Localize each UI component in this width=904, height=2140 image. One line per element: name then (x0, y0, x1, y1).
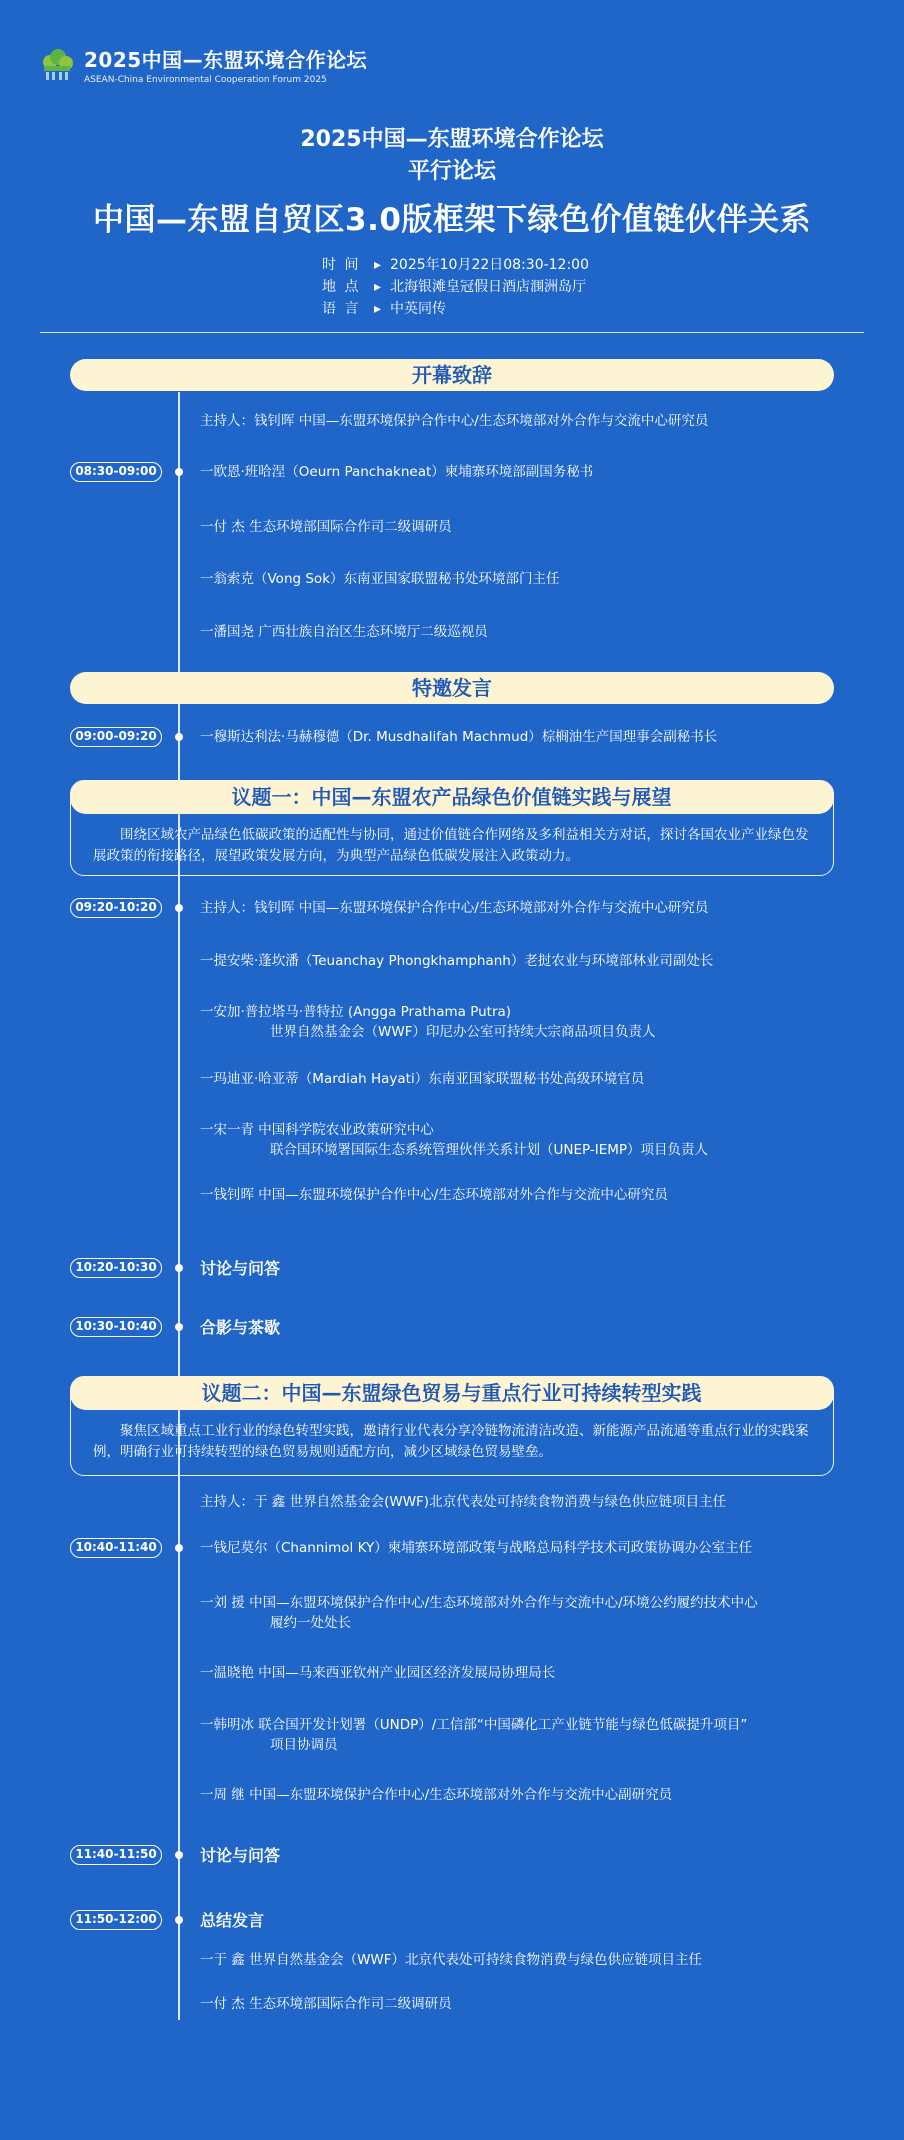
logo-subtitle: ASEAN-China Environmental Cooperation Forum 2025 (84, 75, 327, 85)
timeline-dot (175, 1544, 183, 1552)
time-value: 2025年10月22日08:30-12:00 (390, 257, 590, 273)
topic2-speaker-title: 项目协调员 (270, 1737, 338, 1753)
timeline-dot (175, 1323, 183, 1331)
topic1-host: 主持人：钱钊晖 中国—东盟环境保护合作中心/生态环境部对外合作与交流中心研究员 (200, 900, 709, 916)
arrow-icon: ▸ (374, 279, 382, 295)
time-tag: 08:30-09:00 (70, 462, 162, 482)
event-meta (322, 254, 589, 320)
topic2-speaker (200, 1715, 747, 1755)
topic2-title: 议题二：中国—东盟绿色贸易与重点行业可持续转型实践 (70, 1376, 834, 1410)
summary-speaker: 一于 鑫 世界自然基金会（WWF）北京代表处可持续食物消费与绿色供应链项目主任 (200, 1952, 703, 1968)
arrow-icon: ▸ (374, 301, 382, 317)
section-opening: 开幕致辞 (70, 359, 834, 391)
qa-session: 讨论与问答 (200, 1846, 281, 1865)
topic2-speaker: 一钱尼莫尔（Channimol KY）柬埔寨环境部政策与战略总局科学技术司政策协调办公室主任 (200, 1540, 753, 1556)
logo-title: 2025中国—东盟环境合作论坛 (84, 48, 368, 72)
topic1-speaker-name: 一宋一青 中国科学院农业政策研究中心 (200, 1122, 434, 1138)
topic1-title: 议题一：中国—东盟农产品绿色价值链实践与展望 (70, 780, 834, 814)
topic2-speaker: 一周 继 中国—东盟环境保护合作中心/生态环境部对外合作与交流中心副研究员 (200, 1787, 673, 1803)
topic2-box (70, 1376, 834, 1476)
section-keynote: 特邀发言 (70, 672, 834, 704)
topic2-host: 主持人：于 鑫 世界自然基金会(WWF)北京代表处可持续食物消费与绿色供应链项目主任 (200, 1494, 727, 1510)
time-row (322, 254, 589, 276)
topic2-speaker: 一温晓艳 中国—马来西亚钦州产业园区经济发展局协理局长 (200, 1665, 556, 1681)
time-tag: 10:20-10:30 (70, 1258, 162, 1278)
timeline-dot (175, 1264, 183, 1272)
timeline-dot (175, 1916, 183, 1924)
timeline-dot (175, 733, 183, 741)
topic1-speaker: 一提安柴·蓬坎潘（Teuanchay Phongkhamphanh）老挝农业与环境部林业司副处长 (200, 953, 714, 969)
time-tag: 11:40-11:50 (70, 1845, 162, 1865)
opening-speaker: 一翁索克（Vong Sok）东南亚国家联盟秘书处环境部门主任 (200, 571, 560, 587)
time-tag: 09:00-09:20 (70, 727, 162, 747)
topic1-speaker: 一玛迪亚·哈亚蒂（Mardiah Hayati）东南亚国家联盟秘书处高级环境官员 (200, 1071, 645, 1087)
summary-session: 总结发言 (200, 1911, 265, 1930)
language-row (322, 298, 589, 320)
topic2-speaker-name: 一韩明冰 联合国开发计划署（UNDP）/工信部“中国磷化工产业链节能与绿色低碳提升项目” (200, 1717, 748, 1733)
photo-break: 合影与茶歇 (200, 1318, 281, 1337)
time-tag: 10:40-11:40 (70, 1538, 162, 1558)
language-value: 中英同传 (390, 301, 446, 317)
time-label: 时 间 (322, 257, 361, 273)
topic1-speaker-title: 联合国环境署国际生态系统管理伙伴关系计划（UNEP-IEMP）项目负责人 (270, 1142, 709, 1158)
forum-subtitle: 平行论坛 (407, 159, 496, 184)
time-tag: 10:30-10:40 (70, 1317, 162, 1337)
place-label: 地 点 (322, 279, 361, 295)
opening-host: 主持人：钱钊晖 中国—东盟环境保护合作中心/生态环境部对外合作与交流中心研究员 (200, 413, 709, 429)
topic1-description: 围绕区域农产品绿色低碳政策的适配性与协同，通过价值链合作网络及多利益相关方对话，探讨各国农业产业绿色发展政策的衔接路径，展望政策发展方向，为典型产品绿色低碳发展注入政策动力。 (93, 827, 809, 864)
place-value: 北海银滩皇冠假日酒店涠洲岛厅 (390, 279, 586, 295)
opening-speaker: 一潘国尧 广西壮族自治区生态环境厅二级巡视员 (200, 624, 488, 640)
keynote-speaker: 一穆斯达利法·马赫穆德（Dr. Musdhalifah Machmud）棕榈油生产国理事会副秘书长 (200, 729, 718, 745)
summary-speaker: 一付 杰 生态环境部国际合作司二级调研员 (200, 1996, 452, 2012)
topic1-box (70, 780, 834, 876)
topic1-speaker: 一钱钊晖 中国—东盟环境保护合作中心/生态环境部对外合作与交流中心研究员 (200, 1187, 668, 1203)
session-title: 中国—东盟自贸区3.0版框架下绿色价值链伙伴关系 (93, 202, 811, 238)
timeline-dot (175, 468, 183, 476)
place-row (322, 276, 589, 298)
arrow-icon: ▸ (374, 257, 382, 273)
time-tag: 09:20-10:20 (70, 898, 162, 918)
topic1-speaker (200, 1120, 708, 1160)
timeline-dot (175, 904, 183, 912)
forum-logo-icon (38, 46, 76, 84)
topic2-description: 聚焦区域重点工业行业的绿色转型实践，邀请行业代表分享冷链物流清洁改造、新能源产品流通等重点行业的实践案例，明确行业可持续转型的绿色贸易规则适配方向，减少区域绿色贸易壁垒。 (93, 1423, 809, 1460)
topic2-speaker (200, 1593, 758, 1633)
topic1-speaker (200, 1002, 655, 1042)
forum-title: 2025中国—东盟环境合作论坛 (300, 127, 604, 152)
qa-session: 讨论与问答 (200, 1259, 281, 1278)
timeline-dot (175, 1851, 183, 1859)
topic1-speaker-title: 世界自然基金会（WWF）印尼办公室可持续大宗商品项目负责人 (270, 1024, 656, 1040)
topic2-speaker-name: 一刘 援 中国—东盟环境保护合作中心/生态环境部对外合作与交流中心/环境公约履约技术中心 (200, 1595, 758, 1611)
opening-speaker: 一欧恩·班哈涅（Oeurn Panchakneat）柬埔寨环境部副国务秘书 (200, 464, 594, 480)
language-label: 语 言 (322, 301, 361, 317)
forum-logo (38, 44, 367, 85)
time-tag: 11:50-12:00 (70, 1910, 162, 1930)
timeline-line (178, 392, 180, 2020)
topic1-speaker-name: 一安加·普拉塔马·普特拉 (Angga Prathama Putra) (200, 1004, 512, 1020)
topic2-speaker-title: 履约一处处长 (270, 1615, 351, 1631)
divider (40, 332, 864, 333)
opening-speaker: 一付 杰 生态环境部国际合作司二级调研员 (200, 519, 452, 535)
